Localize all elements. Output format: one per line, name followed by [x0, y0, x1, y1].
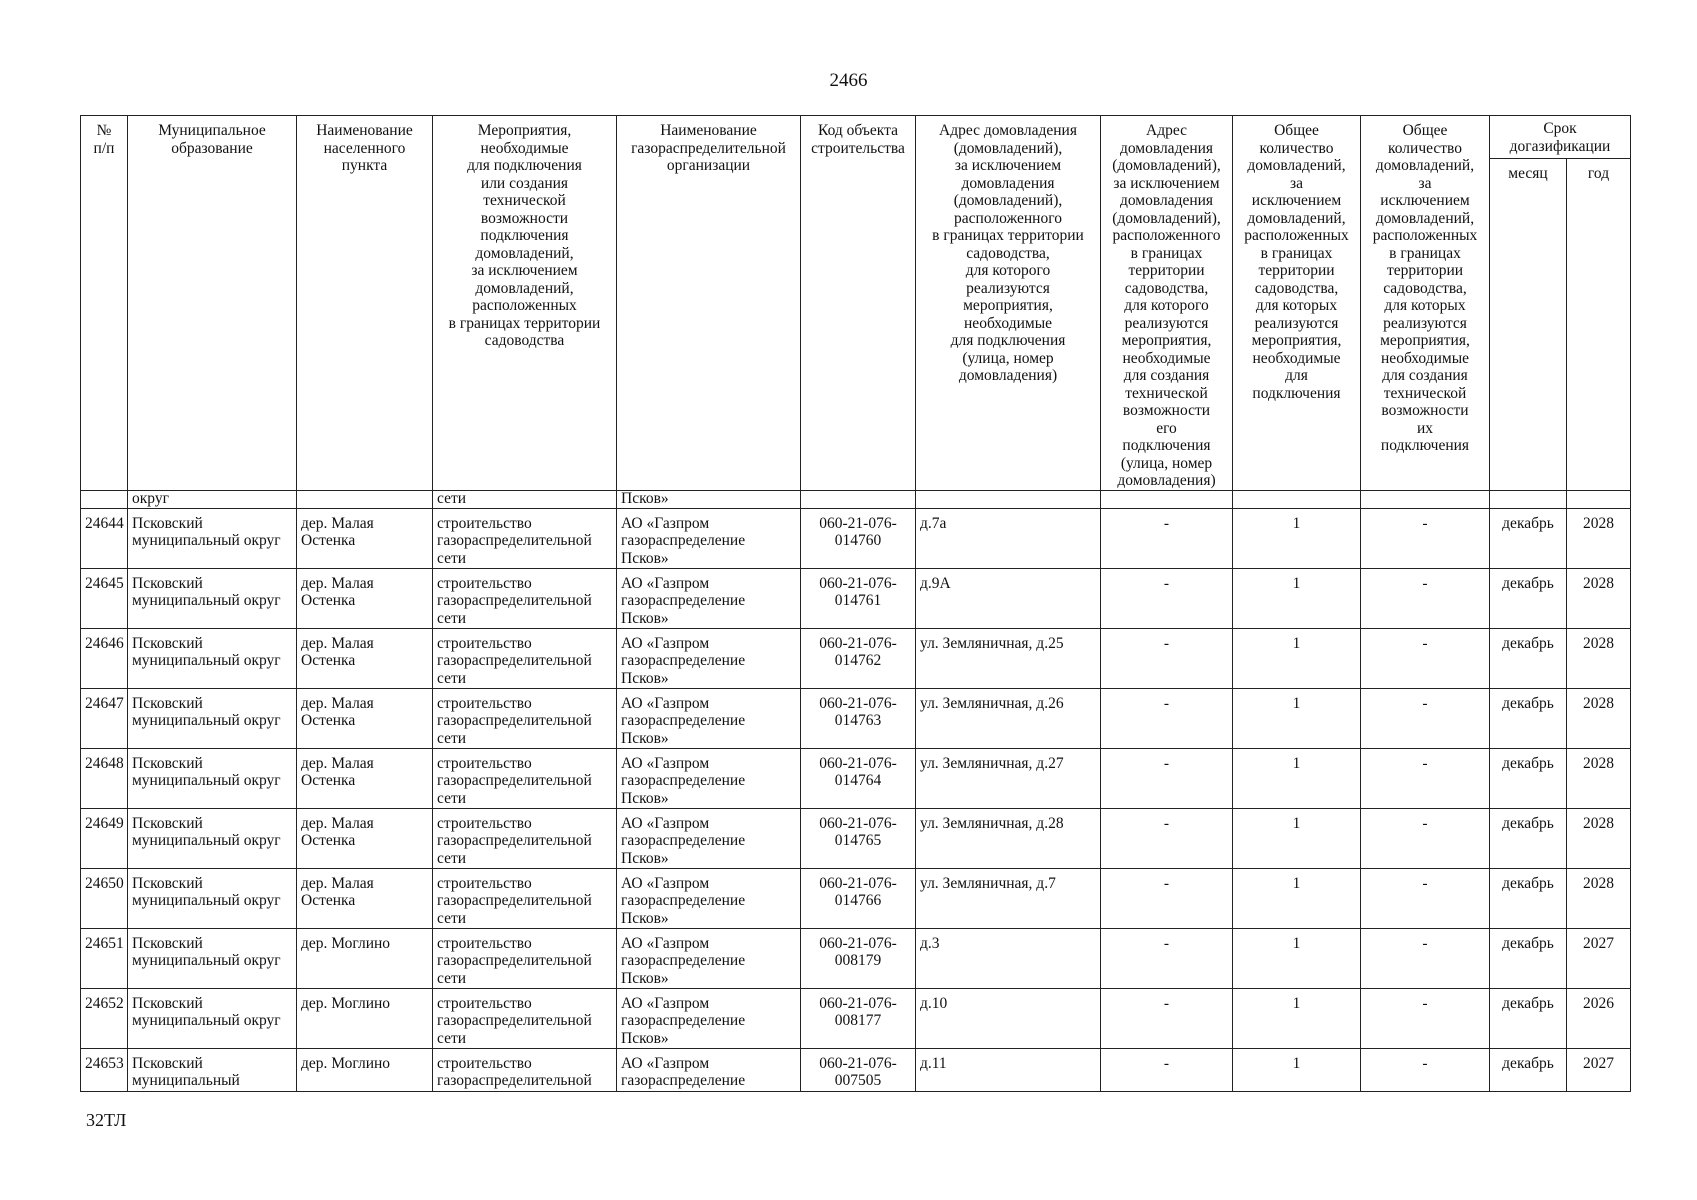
header-municipality: Муниципальное образование — [128, 116, 297, 491]
cell-num: 24648 — [81, 748, 128, 808]
cell-address-garden: - — [1101, 628, 1233, 688]
cell-gas-org: АО «Газпром газораспределение Псков» — [617, 688, 801, 748]
cell-address-garden — [1101, 490, 1233, 508]
cell-num: 24650 — [81, 868, 128, 928]
cell-address: д.9А — [916, 568, 1101, 628]
cell-address: ул. Земляничная, д.7 — [916, 868, 1101, 928]
table-row — [81, 568, 1631, 628]
cell-code: 060-21-076- 014766 — [801, 868, 916, 928]
cell-total-connect — [1233, 490, 1361, 508]
cell-code: 060-21-076- 014764 — [801, 748, 916, 808]
table-body — [81, 490, 1631, 1091]
cell-total-tech: - — [1361, 748, 1490, 808]
cell-year: 2028 — [1567, 508, 1631, 568]
cell-municipality: Псковский муниципальный округ — [128, 688, 297, 748]
cell-code: 060-21-076- 014760 — [801, 508, 916, 568]
cell-measures: строительство газораспределительной сети — [433, 628, 617, 688]
cell-address-garden: - — [1101, 568, 1233, 628]
cell-month: декабрь — [1490, 1048, 1567, 1091]
cell-address: д.7а — [916, 508, 1101, 568]
cell-year: 2028 — [1567, 628, 1631, 688]
cell-settlement: дер. Малая Остенка — [297, 868, 433, 928]
cell-month: декабрь — [1490, 628, 1567, 688]
cell-address: д.3 — [916, 928, 1101, 988]
cell-year: 2027 — [1567, 1048, 1631, 1091]
cell-total-connect: 1 — [1233, 988, 1361, 1048]
gasification-table — [80, 115, 1631, 1092]
cell-code: 060-21-076- 014765 — [801, 808, 916, 868]
cell-total-tech: - — [1361, 688, 1490, 748]
cell-settlement: дер. Моглино — [297, 1048, 433, 1091]
cell-settlement: дер. Моглино — [297, 928, 433, 988]
cell-gas-org: АО «Газпром газораспределение Псков» — [617, 988, 801, 1048]
cell-month: декабрь — [1490, 868, 1567, 928]
header-total-tech: Общее количество домовладений, за исключением домовладений, расположенных в границах территории садоводства, для которых реализуются мероприятия, необходимые для создания технической возможности их подключения — [1361, 116, 1490, 491]
cell-measures: строительство газораспределительной сети — [433, 688, 617, 748]
cell-year — [1567, 490, 1631, 508]
cell-settlement: дер. Малая Остенка — [297, 688, 433, 748]
cell-municipality: Псковский муниципальный округ — [128, 508, 297, 568]
table-row — [81, 928, 1631, 988]
cell-num: 24647 — [81, 688, 128, 748]
cell-total-tech: - — [1361, 1048, 1490, 1091]
header-total-connect: Общее количество домовладений, за исключением домовладений, расположенных в границах территории садоводства, для которых реализуются мероприятия, необходимые для подключения — [1233, 116, 1361, 491]
cell-total-connect: 1 — [1233, 568, 1361, 628]
continuation-row — [81, 490, 1631, 508]
cell-address — [916, 490, 1101, 508]
cell-gas-org: Псков» — [617, 490, 801, 508]
cell-measures: строительство газораспределительной сети — [433, 988, 617, 1048]
cell-address-garden: - — [1101, 988, 1233, 1048]
cell-total-tech — [1361, 490, 1490, 508]
cell-total-tech: - — [1361, 988, 1490, 1048]
cell-num — [81, 490, 128, 508]
cell-measures: строительство газораспределительной сети — [433, 568, 617, 628]
cell-total-tech: - — [1361, 808, 1490, 868]
cell-year: 2028 — [1567, 748, 1631, 808]
cell-num: 24653 — [81, 1048, 128, 1091]
cell-gas-org: АО «Газпром газораспределение Псков» — [617, 628, 801, 688]
cell-settlement: дер. Малая Остенка — [297, 508, 433, 568]
header-row — [81, 116, 1631, 159]
cell-month: декабрь — [1490, 988, 1567, 1048]
cell-gas-org: АО «Газпром газораспределение Псков» — [617, 928, 801, 988]
header-settlement: Наименование населенного пункта — [297, 116, 433, 491]
cell-num: 24645 — [81, 568, 128, 628]
table-row — [81, 868, 1631, 928]
cell-settlement: дер. Моглино — [297, 988, 433, 1048]
cell-code: 060-21-076- 014762 — [801, 628, 916, 688]
cell-total-tech: - — [1361, 868, 1490, 928]
cell-address-garden: - — [1101, 748, 1233, 808]
cell-year: 2028 — [1567, 868, 1631, 928]
header-gas-org: Наименование газораспределительной организации — [617, 116, 801, 491]
cell-settlement: дер. Малая Остенка — [297, 628, 433, 688]
cell-address-garden: - — [1101, 1048, 1233, 1091]
cell-measures: строительство газораспределительной сети — [433, 868, 617, 928]
footer-code: 32ТЛ — [86, 1110, 127, 1130]
table-row — [81, 988, 1631, 1048]
cell-municipality: Псковский муниципальный округ — [128, 748, 297, 808]
cell-municipality: Псковский муниципальный округ — [128, 808, 297, 868]
cell-address: ул. Земляничная, д.27 — [916, 748, 1101, 808]
page-number: 2466 — [829, 70, 868, 91]
table-row — [81, 808, 1631, 868]
cell-total-connect: 1 — [1233, 868, 1361, 928]
cell-measures: сети — [433, 490, 617, 508]
cell-num: 24651 — [81, 928, 128, 988]
cell-year: 2028 — [1567, 568, 1631, 628]
header-num: № п/п — [81, 116, 128, 491]
table-row — [81, 508, 1631, 568]
cell-settlement: дер. Малая Остенка — [297, 808, 433, 868]
cell-address-garden: - — [1101, 508, 1233, 568]
cell-total-connect: 1 — [1233, 1048, 1361, 1091]
cell-address: д.11 — [916, 1048, 1101, 1091]
header-deadline: Срок догазификации — [1490, 116, 1631, 159]
table-row — [81, 1048, 1631, 1091]
cell-year: 2027 — [1567, 928, 1631, 988]
cell-municipality: Псковский муниципальный округ — [128, 988, 297, 1048]
cell-address: ул. Земляничная, д.25 — [916, 628, 1101, 688]
cell-code: 060-21-076- 007505 — [801, 1048, 916, 1091]
cell-gas-org: АО «Газпром газораспределение — [617, 1048, 801, 1091]
cell-measures: строительство газораспределительной сети — [433, 808, 617, 868]
cell-settlement — [297, 490, 433, 508]
cell-address: д.10 — [916, 988, 1101, 1048]
header-address-garden: Адрес домовладения (домовладений), за исключением домовладения (домовладений), расположенного в границах территории садоводства, для которого реализуются мероприятия, необходимые для создания технической возможности его подключения (улица, номер домовладения) — [1101, 116, 1233, 491]
cell-address: ул. Земляничная, д.28 — [916, 808, 1101, 868]
cell-municipality: Псковский муниципальный округ — [128, 628, 297, 688]
cell-num: 24646 — [81, 628, 128, 688]
header-month: месяц — [1490, 158, 1567, 490]
cell-address-garden: - — [1101, 868, 1233, 928]
cell-code: 060-21-076- 008177 — [801, 988, 916, 1048]
cell-municipality: округ — [128, 490, 297, 508]
cell-month: декабрь — [1490, 568, 1567, 628]
cell-measures: строительство газораспределительной — [433, 1048, 617, 1091]
cell-address-garden: - — [1101, 808, 1233, 868]
cell-municipality: Псковский муниципальный округ — [128, 868, 297, 928]
cell-month: декабрь — [1490, 508, 1567, 568]
header-object-code: Код объекта строительства — [801, 116, 916, 491]
cell-code — [801, 490, 916, 508]
cell-municipality: Псковский муниципальный округ — [128, 568, 297, 628]
cell-month: декабрь — [1490, 808, 1567, 868]
cell-num: 24644 — [81, 508, 128, 568]
cell-total-connect: 1 — [1233, 688, 1361, 748]
table-row — [81, 688, 1631, 748]
cell-num: 24649 — [81, 808, 128, 868]
cell-year: 2028 — [1567, 808, 1631, 868]
table-row — [81, 628, 1631, 688]
cell-month: декабрь — [1490, 748, 1567, 808]
cell-total-tech: - — [1361, 568, 1490, 628]
cell-measures: строительство газораспределительной сети — [433, 748, 617, 808]
cell-total-connect: 1 — [1233, 808, 1361, 868]
cell-total-tech: - — [1361, 508, 1490, 568]
cell-settlement: дер. Малая Остенка — [297, 748, 433, 808]
cell-total-connect: 1 — [1233, 508, 1361, 568]
cell-year: 2026 — [1567, 988, 1631, 1048]
cell-address-garden: - — [1101, 688, 1233, 748]
cell-gas-org: АО «Газпром газораспределение Псков» — [617, 808, 801, 868]
cell-gas-org: АО «Газпром газораспределение Псков» — [617, 508, 801, 568]
cell-gas-org: АО «Газпром газораспределение Псков» — [617, 568, 801, 628]
cell-gas-org: АО «Газпром газораспределение Псков» — [617, 868, 801, 928]
cell-measures: строительство газораспределительной сети — [433, 508, 617, 568]
cell-code: 060-21-076- 008179 — [801, 928, 916, 988]
cell-address: ул. Земляничная, д.26 — [916, 688, 1101, 748]
cell-address-garden: - — [1101, 928, 1233, 988]
cell-measures: строительство газораспределительной сети — [433, 928, 617, 988]
cell-municipality: Псковский муниципальный — [128, 1048, 297, 1091]
cell-total-tech: - — [1361, 628, 1490, 688]
cell-gas-org: АО «Газпром газораспределение Псков» — [617, 748, 801, 808]
header-address: Адрес домовладения (домовладений), за исключением домовладения (домовладений), расположенного в границах территории садоводства, для которого реализуются мероприятия, необходимые для подключения (улица, номер домовладения) — [916, 116, 1101, 491]
cell-month: декабрь — [1490, 688, 1567, 748]
cell-total-connect: 1 — [1233, 748, 1361, 808]
header-year: год — [1567, 158, 1631, 490]
cell-month: декабрь — [1490, 928, 1567, 988]
cell-municipality: Псковский муниципальный округ — [128, 928, 297, 988]
cell-total-tech: - — [1361, 928, 1490, 988]
cell-code: 060-21-076- 014761 — [801, 568, 916, 628]
cell-total-connect: 1 — [1233, 628, 1361, 688]
table-row — [81, 748, 1631, 808]
header-measures: Мероприятия, необходимые для подключения или создания технической возможности подключения домовладений, за исключением домовладений, расположенных в границах территории садоводства — [433, 116, 617, 491]
cell-month — [1490, 490, 1567, 508]
cell-code: 060-21-076- 014763 — [801, 688, 916, 748]
cell-settlement: дер. Малая Остенка — [297, 568, 433, 628]
cell-total-connect: 1 — [1233, 928, 1361, 988]
cell-year: 2028 — [1567, 688, 1631, 748]
cell-num: 24652 — [81, 988, 128, 1048]
